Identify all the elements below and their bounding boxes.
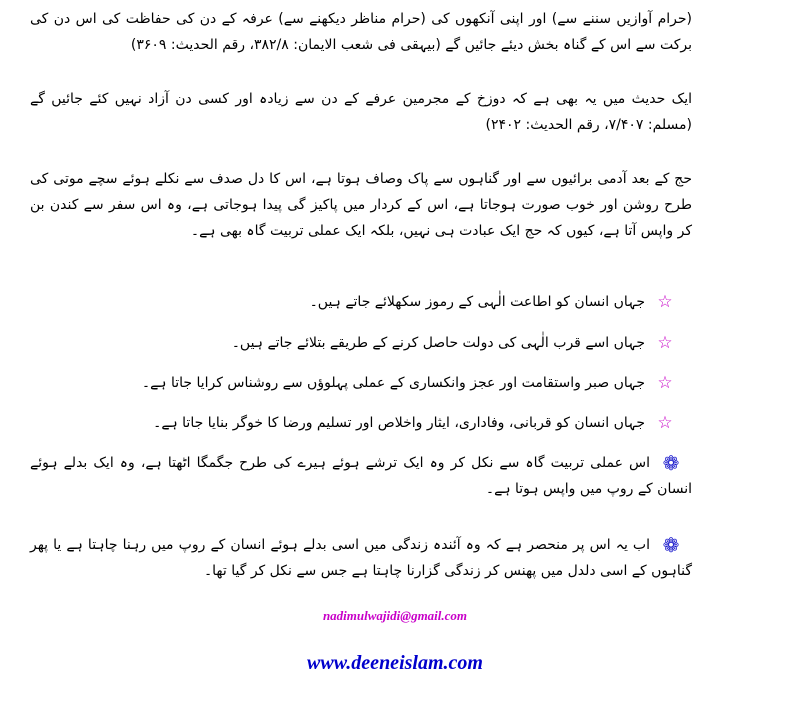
flower-paragraph [30, 450, 692, 502]
star-icon: ☆ [657, 292, 673, 312]
bullet-text: جہاں اسے قرب الٰہی کی دولت حاصل کرنے کے طریقے بتلائے جاتے ہیں۔ [231, 335, 645, 351]
author-email-link[interactable]: nadimulwajidi@gmail.com [322, 608, 468, 623]
star-icon: ☆ [657, 373, 673, 393]
bullet-text: جہاں صبر واستقامت اور عجز وانکساری کے عملی پہلوؤں سے روشناس کرایا جاتا ہے۔ [141, 375, 645, 391]
flower-paragraph-text: اس عملی تربیت گاہ سے نکل کر وہ ایک ترشے ہوئے ہیرے کی طرح جگمگا اٹھتا ہے، وہ ایک بدلے ہوئے انسان کے روپ میں واپس ہوتا ہے۔ [30, 455, 692, 497]
bullet-item [40, 330, 685, 356]
flower-paragraph [30, 532, 692, 584]
bullet-item [40, 410, 685, 436]
bullet-text: جہاں انسان کو قربانی، وفاداری، ایثار واخلاص اور تسلیم ورضا کا خوگر بنایا جاتا ہے۔ [153, 415, 645, 431]
paragraph-arafah-virtue: (حرام آوازیں سننے سے) اور اپنی آنکھوں کی (حرام مناظر دیکھنے سے) عرفہ کے دن کی حفاظت کی اس دن کی برکت سے اس کے گناہ بخش دیئے جائیں گے (بیہقی فی شعب الایمان: ۳۸۲/۸، رقم الحدیث: ۳۶۰۹) [30, 11, 692, 53]
bullet-item [40, 370, 685, 396]
flower-icon: ❁ [662, 533, 680, 557]
flower-icon: ❁ [662, 451, 680, 475]
paragraph-hadith-freedom: ایک حدیث میں یہ بھی ہے کہ دوزخ کے مجرمین عرفے کے دن سے زیادہ اور کسی دن آزاد نہیں کئے جائیں گے (مسلم: ۷/۴۰۷، رقم الحدیث: ۲۴۰۲) [30, 91, 692, 133]
star-icon: ☆ [657, 333, 673, 353]
bullet-text: جہاں انسان کو اطاعت الٰہی کے رموز سکھلائے جاتے ہیں۔ [309, 294, 645, 310]
star-icon: ☆ [657, 413, 673, 433]
website-link[interactable]: www.deeneislam.com [307, 652, 483, 674]
flower-paragraph-text: اب یہ اس پر منحصر ہے کہ وہ آئندہ زندگی میں اسی بدلے ہوئے انسان کے روپ میں رہنا چاہتا ہے یا پھر گناہوں کے اسی دلدل میں پھنس کر زندگی گزارنا چاہتا ہے جس سے نکل کر گیا تھا۔ [30, 537, 692, 579]
bullet-item [40, 289, 685, 315]
paragraph-after-hajj: حج کے بعد آدمی برائیوں سے اور گناہوں سے پاک وصاف ہوتا ہے، اس کا دل صدف سے نکلے ہوئے سچے موتی کی طرح روشن اور خوب صورت ہوجاتا ہے، اس کے کردار میں پاکیز گی پیدا ہوجاتی ہے، وہ اس سفر سے کندن بن کر واپس آتا ہے، کیوں کہ حج ایک عبادت ہی نہیں، بلکہ ایک عملی تربیت گاہ بھی ہے۔ [30, 171, 692, 239]
